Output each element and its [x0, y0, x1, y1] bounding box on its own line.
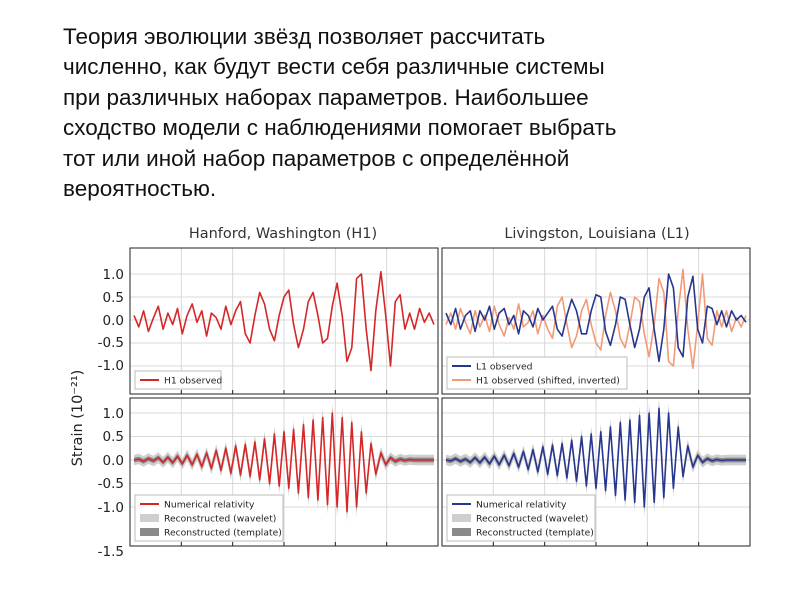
y-tick-label: -1.0 — [97, 358, 124, 374]
y-tick-label: 0.5 — [102, 429, 124, 445]
legend — [447, 495, 595, 541]
panel-title-livingston: Livingston, Louisiana (L1) — [504, 226, 690, 242]
panel-title-hanford: Hanford, Washington (H1) — [188, 226, 378, 242]
y-tick-label: -0.5 — [97, 335, 124, 351]
legend-label: Reconstructed (wavelet) — [164, 513, 277, 525]
y-tick-label: 1.0 — [102, 406, 124, 422]
y-tick-label: 1.0 — [102, 267, 124, 283]
legend-swatch — [452, 514, 471, 522]
legend-label: H1 observed — [164, 375, 223, 387]
y-tick-label: -0.5 — [97, 476, 124, 492]
y-tick-label: 0.0 — [102, 453, 124, 469]
chart-panel — [130, 248, 438, 394]
y-axis-label: Strain (10⁻²¹) — [70, 369, 86, 467]
text-line: сходство модели с наблюдениями помогает выбрать — [63, 115, 617, 141]
text-line: вероятностью. — [63, 176, 217, 202]
chart-panel — [442, 248, 750, 394]
legend-label: Numerical relativity — [164, 499, 255, 511]
chart-panel — [130, 398, 438, 546]
legend-swatch — [140, 514, 159, 522]
text-line: при различных наборах параметров. Наибольшее — [63, 84, 589, 110]
legend-label: Reconstructed (template) — [164, 527, 282, 539]
legend-label: Reconstructed (template) — [476, 527, 594, 539]
y-tick-label-partial: -1.5 — [97, 544, 124, 560]
legend-swatch — [452, 528, 471, 536]
legend-label: Reconstructed (wavelet) — [476, 513, 589, 525]
legend-label: L1 observed — [476, 361, 533, 373]
text-line: численно, как будут вести себя различные системы — [63, 54, 605, 80]
chart-panel — [442, 397, 750, 546]
y-tick-label: 0.0 — [102, 313, 124, 329]
y-tick-label: -1.0 — [97, 500, 124, 516]
legend-swatch — [140, 528, 159, 536]
text-line: Теория эволюции звёзд позволяет рассчитать — [63, 24, 546, 49]
text-line: тот или иной набор параметров с определённой — [63, 145, 570, 171]
y-tick-label: 0.5 — [102, 290, 124, 306]
legend-label: H1 observed (shifted, inverted) — [476, 375, 620, 387]
legend — [135, 495, 283, 541]
legend-label: Numerical relativity — [476, 499, 567, 511]
legend — [135, 371, 222, 389]
legend — [447, 357, 627, 389]
